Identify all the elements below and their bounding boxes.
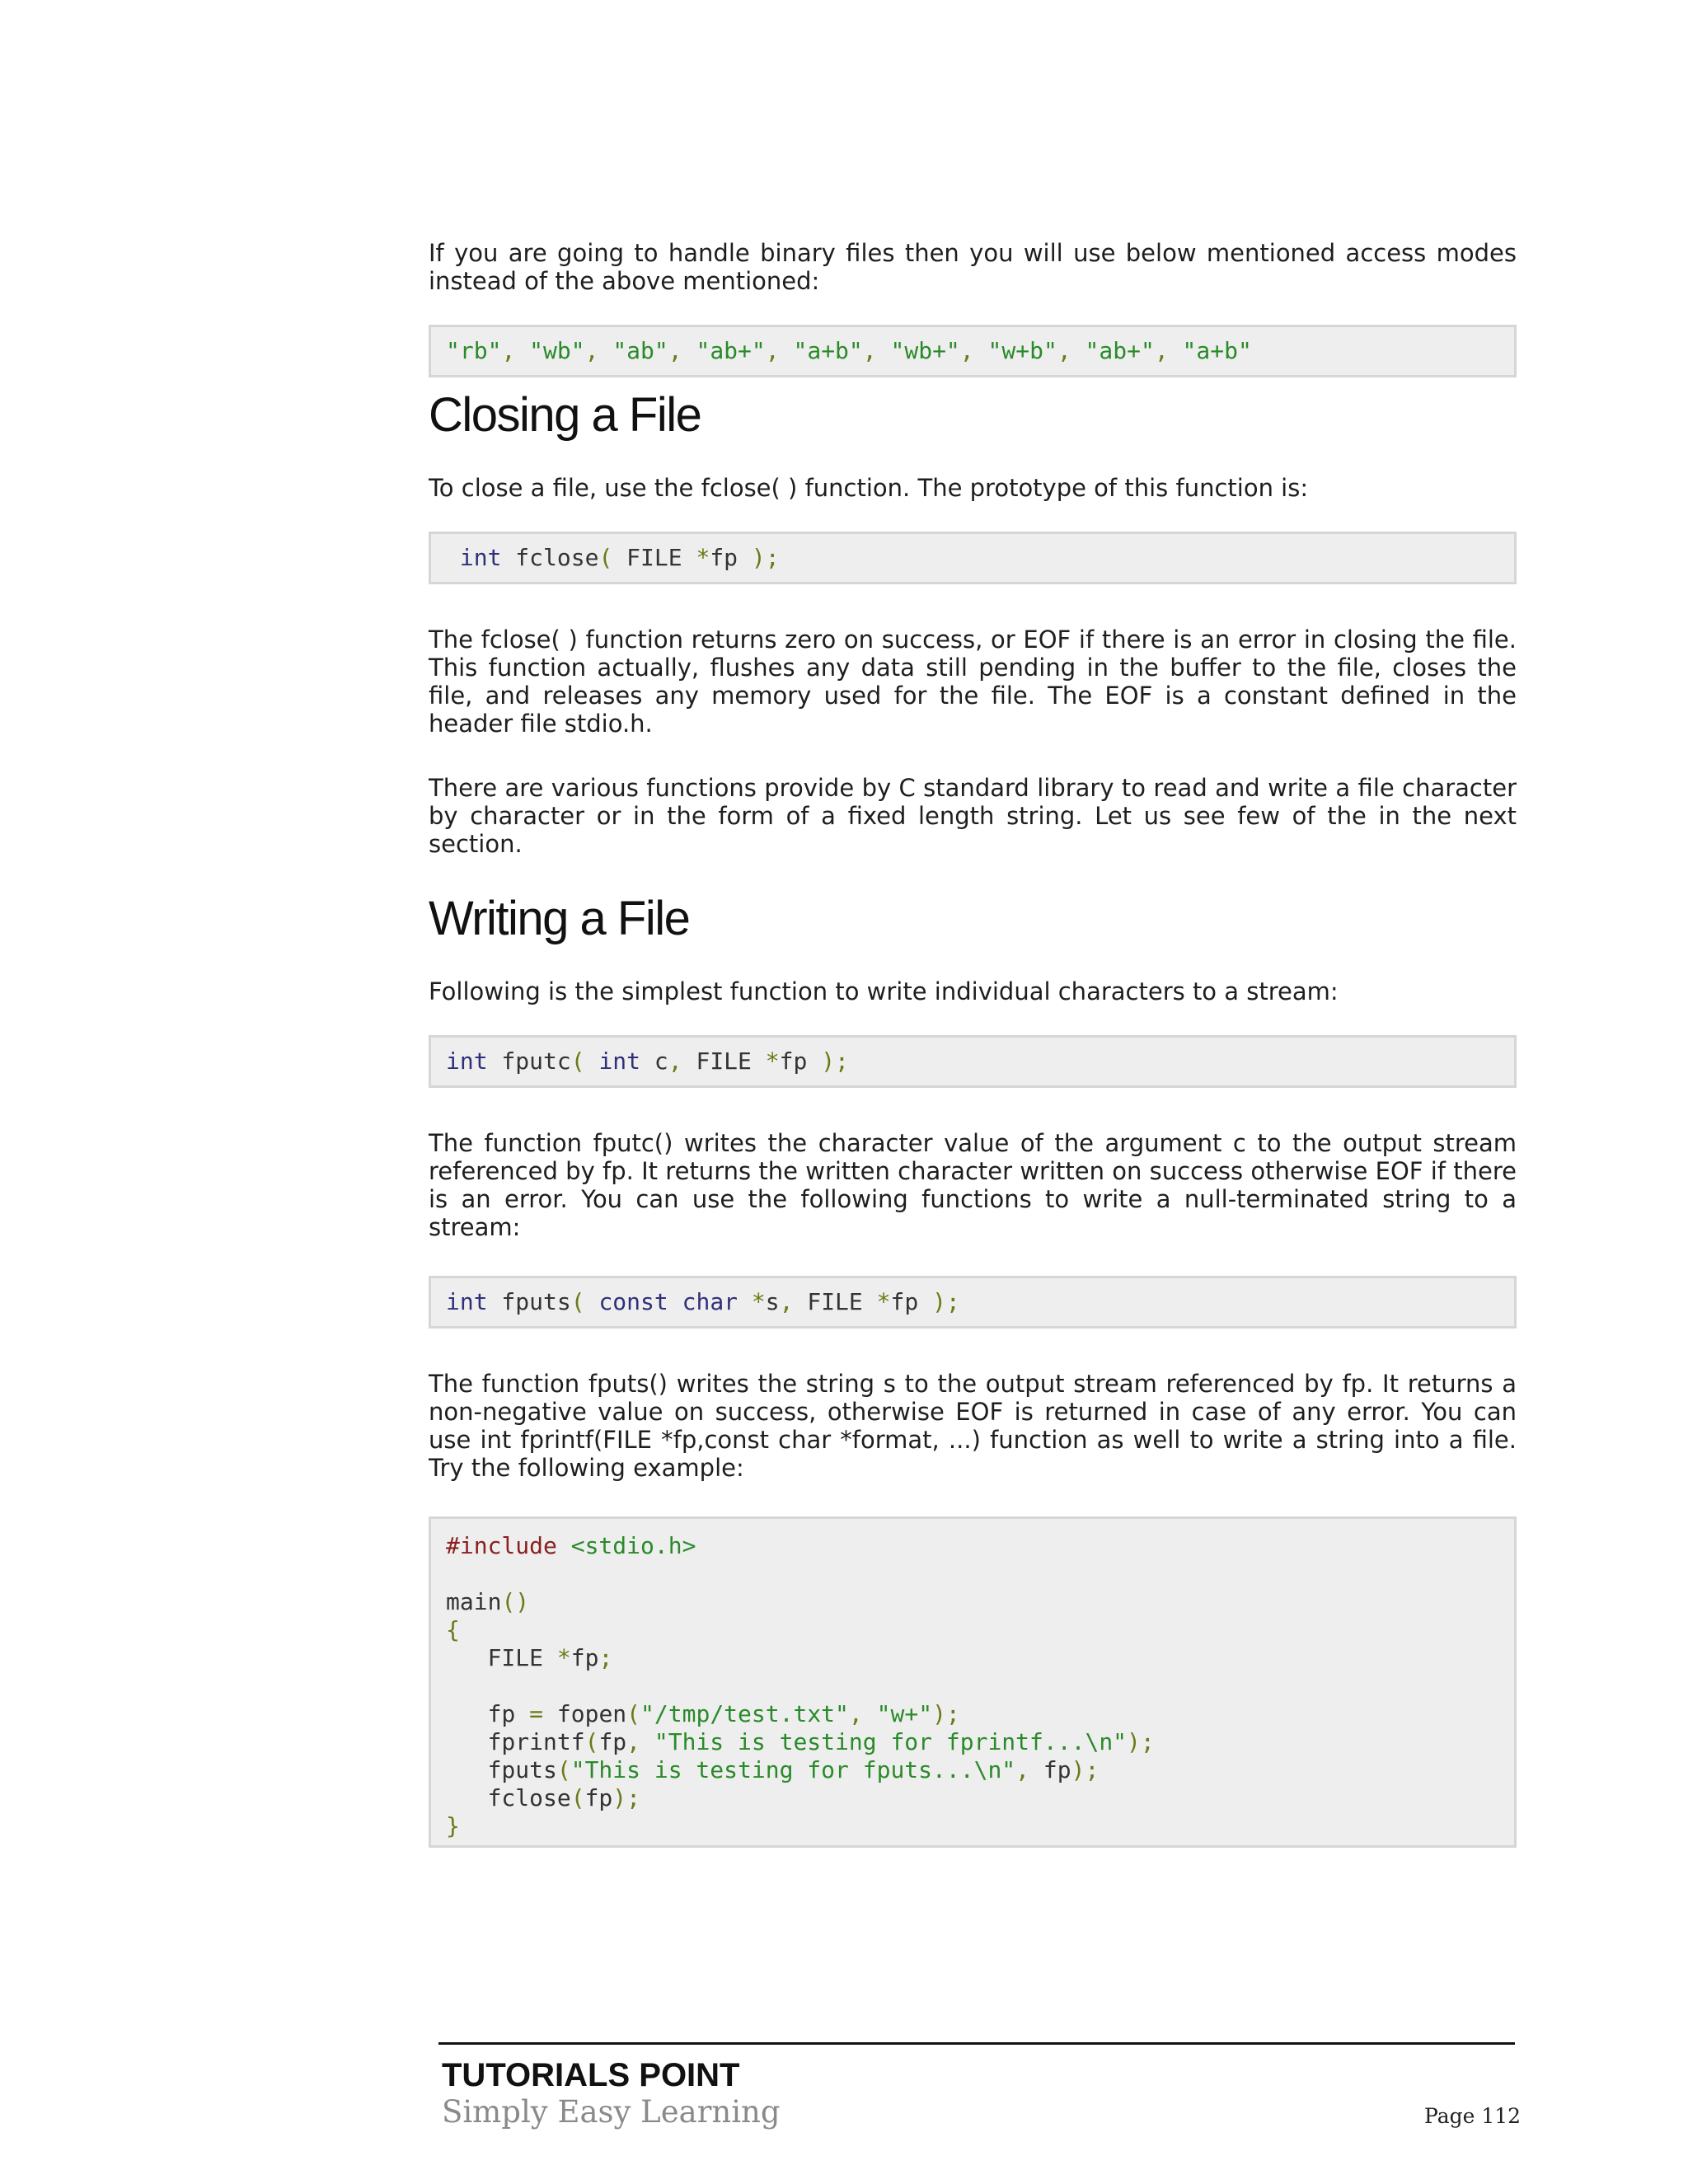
code-token: "ab+": [1085, 337, 1155, 364]
code-token: );: [751, 544, 780, 571]
code-token: }: [446, 1812, 460, 1840]
code-token: s: [765, 1288, 780, 1315]
code-token: (: [570, 1784, 585, 1811]
code-token: <stdio.h>: [570, 1532, 696, 1559]
intro-paragraph: If you are going to handle binary files then you will use below mentioned access modes instead of the above mentioned:: [429, 239, 1517, 295]
code-line: [446, 1700, 1499, 1728]
code-token: FILE: [626, 544, 696, 571]
code-token: ,: [626, 1728, 654, 1755]
footer-brand: TUTORIALS POINT: [442, 2057, 740, 2093]
code-token: "w+": [876, 1700, 933, 1727]
code-token: fp: [598, 1728, 627, 1755]
code-token: ,: [1057, 337, 1085, 364]
code-line: [446, 1672, 1499, 1700]
code-token: ,: [1015, 1756, 1043, 1783]
code-token: *: [765, 1047, 780, 1075]
code-token: (: [556, 1756, 571, 1783]
writing-heading: Writing a File: [429, 892, 690, 945]
code-token: "wb": [529, 337, 585, 364]
code-token: );: [612, 1784, 641, 1811]
code-line: [446, 1756, 1499, 1784]
access-modes-code: [429, 325, 1517, 377]
code-token: int: [446, 1047, 488, 1075]
code-token: int: [459, 544, 502, 571]
code-line: [446, 1616, 1499, 1644]
code-token: ;: [598, 1644, 613, 1671]
writing-para-1: Following is the simplest function to write individual characters to a stream:: [429, 977, 1339, 1005]
code-token: FILE: [696, 1047, 766, 1075]
code-token: fopen: [543, 1700, 627, 1727]
code-token: "This is testing for fputs...\n": [570, 1756, 1016, 1783]
code-line: [446, 1532, 1499, 1560]
code-token: "w+b": [987, 337, 1057, 364]
code-token: ,: [1154, 337, 1183, 364]
code-token: "ab+": [696, 337, 766, 364]
code-line: [446, 1644, 1499, 1672]
code-token: fclose: [446, 1784, 571, 1811]
code-token: ,: [501, 337, 530, 364]
code-token: ,: [779, 1288, 808, 1315]
code-token: );: [932, 1700, 960, 1727]
code-line: [446, 1047, 1499, 1076]
code-token: ,: [862, 337, 891, 364]
code-token: [446, 544, 460, 571]
fputc-prototype-code: [429, 1035, 1517, 1088]
code-token: "ab": [612, 337, 668, 364]
closing-para-3: There are various functions provide by C standard library to read and write a file character by character or in the form of a fixed length string. Let us see few of the in the next section.: [429, 774, 1517, 858]
example-code: [429, 1516, 1517, 1848]
code-token: int: [446, 1288, 488, 1315]
code-token: );: [1071, 1756, 1100, 1783]
code-line: [446, 1288, 1499, 1316]
code-token: main: [446, 1588, 502, 1615]
code-line: [446, 1728, 1499, 1756]
code-token: fp: [584, 1784, 613, 1811]
code-token: fp: [1043, 1756, 1071, 1783]
closing-para-2: The fclose( ) function returns zero on success, or EOF if there is an error in closing the file. This function actually, flushes any data still pending in the buffer to the file, closes the file, and releases any memory used for the file. The EOF is a constant defined in the header file stdio.h.: [429, 626, 1517, 738]
page-content: [429, 239, 1517, 1848]
code-token: =: [529, 1700, 544, 1727]
code-token: "This is testing for fprintf...\n": [654, 1728, 1128, 1755]
code-line: [446, 337, 1499, 365]
code-line: [446, 1812, 1499, 1840]
code-token: ,: [668, 1047, 696, 1075]
code-token: const: [598, 1288, 668, 1315]
closing-heading: Closing a File: [429, 388, 701, 442]
code-token: #include: [446, 1532, 571, 1559]
code-token: *: [751, 1288, 766, 1315]
code-token: FILE: [807, 1288, 877, 1315]
code-token: int: [598, 1047, 641, 1075]
code-token: ,: [668, 337, 696, 364]
code-token: (): [501, 1588, 530, 1615]
code-token: fp: [710, 544, 752, 571]
code-token: "wb+": [890, 337, 960, 364]
code-token: fp: [446, 1700, 530, 1727]
code-token: (: [626, 1700, 641, 1727]
code-token: "a+b": [793, 337, 863, 364]
code-token: (: [584, 1728, 599, 1755]
code-token: "/tmp/test.txt": [640, 1700, 849, 1727]
fputs-prototype-code: [429, 1276, 1517, 1329]
code-token: *: [876, 1288, 891, 1315]
code-token: fputc: [487, 1047, 571, 1075]
code-token: ,: [848, 1700, 877, 1727]
footer-tagline: Simply Easy Learning: [442, 2094, 781, 2130]
code-token: "rb": [446, 337, 502, 364]
code-token: FILE: [446, 1644, 557, 1671]
code-token: );: [1127, 1728, 1155, 1755]
code-token: (: [570, 1288, 599, 1315]
footer-divider: [438, 2042, 1515, 2045]
code-token: ,: [765, 337, 794, 364]
writing-para-2: The function fputc() writes the character value of the argument c to the output stream referenced by fp. It returns the written character written on success otherwise EOF if there is an error. You can use the following functions to write a null-terminated string to a stream:: [429, 1129, 1517, 1241]
code-token: ,: [959, 337, 988, 364]
code-token: fp: [779, 1047, 822, 1075]
fclose-prototype-code: [429, 532, 1517, 584]
code-token: fputs: [487, 1288, 571, 1315]
code-token: fprintf: [446, 1728, 585, 1755]
code-token: *: [696, 544, 710, 571]
code-line: [446, 1784, 1499, 1812]
code-token: fputs: [446, 1756, 557, 1783]
code-token: );: [821, 1047, 849, 1075]
code-token: (: [598, 544, 627, 571]
code-token: fp: [570, 1644, 599, 1671]
code-token: fclose: [501, 544, 599, 571]
code-token: "a+b": [1182, 337, 1252, 364]
code-token: char: [682, 1288, 738, 1315]
code-line: [446, 544, 1499, 572]
code-token: ,: [584, 337, 613, 364]
code-token: );: [932, 1288, 960, 1315]
code-token: *: [556, 1644, 571, 1671]
page-number: Page 112: [1424, 2104, 1522, 2128]
code-line: [446, 1588, 1499, 1616]
code-token: fp: [890, 1288, 933, 1315]
code-token: [738, 1288, 752, 1315]
code-token: (: [570, 1047, 599, 1075]
code-token: c: [640, 1047, 668, 1075]
code-token: {: [446, 1616, 460, 1643]
writing-para-3: The function fputs() writes the string s to the output stream referenced by fp. It returns a non-negative value on success, otherwise EOF is returned in case of any error. You can use int fprintf(FILE *fp,const char *format, ...) function as well to write a string into a file. Try the following example:: [429, 1370, 1517, 1482]
closing-para-1: To close a file, use the fclose( ) function. The prototype of this function is:: [429, 474, 1309, 502]
code-line: [446, 1560, 1499, 1588]
code-token: [668, 1288, 682, 1315]
